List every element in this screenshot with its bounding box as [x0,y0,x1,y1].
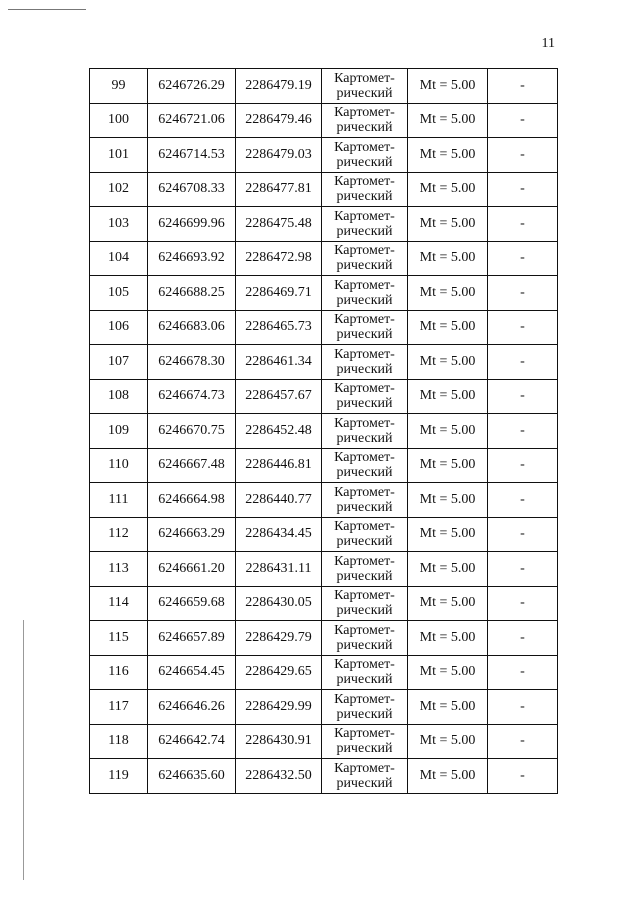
method-line-2: рический [336,568,393,584]
coordinate-y-cell: 2286479.19 [236,69,322,104]
method-line-1: Картомет- [334,312,395,328]
method-line-2: рический [336,154,393,170]
coordinate-y-cell: 2286477.81 [236,172,322,207]
table-row [90,207,558,242]
coordinates-table-wrapper [89,68,558,794]
method-cell [322,690,408,725]
note-cell: - [488,483,558,518]
method-cell [322,345,408,380]
method-line-2: рический [336,120,393,136]
note-cell: - [488,586,558,621]
method-cell [322,172,408,207]
coordinate-y-cell: 2286434.45 [236,517,322,552]
accuracy-cell: Mt = 5.00 [408,724,488,759]
accuracy-cell: Mt = 5.00 [408,690,488,725]
method-line-1: Картомет- [334,760,395,776]
method-line-1: Картомет- [334,553,395,569]
note-cell: - [488,552,558,587]
method-line-2: рический [336,189,393,205]
point-number-cell: 105 [90,276,148,311]
point-number-cell: 119 [90,759,148,794]
table-row [90,103,558,138]
method-cell [322,483,408,518]
table-row [90,138,558,173]
note-cell: - [488,690,558,725]
coordinate-x-cell: 6246699.96 [148,207,236,242]
method-cell [322,414,408,449]
table-row [90,241,558,276]
accuracy-cell: Mt = 5.00 [408,759,488,794]
point-number-cell: 116 [90,655,148,690]
method-line-2: рический [336,327,393,343]
coordinate-x-cell: 6246642.74 [148,724,236,759]
accuracy-cell: Mt = 5.00 [408,207,488,242]
table-row [90,483,558,518]
table-row [90,276,558,311]
method-line-1: Картомет- [334,484,395,500]
note-cell: - [488,69,558,104]
method-line-2: рический [336,534,393,550]
coordinate-y-cell: 2286430.91 [236,724,322,759]
point-number-cell: 102 [90,172,148,207]
accuracy-cell: Mt = 5.00 [408,276,488,311]
table-row [90,655,558,690]
table-row [90,621,558,656]
accuracy-cell: Mt = 5.00 [408,621,488,656]
point-number-cell: 115 [90,621,148,656]
coordinate-x-cell: 6246661.20 [148,552,236,587]
accuracy-cell: Mt = 5.00 [408,345,488,380]
method-line-2: рический [336,775,393,791]
method-cell [322,207,408,242]
table-row [90,517,558,552]
point-number-cell: 111 [90,483,148,518]
coordinate-x-cell: 6246659.68 [148,586,236,621]
accuracy-cell: Mt = 5.00 [408,483,488,518]
coordinate-x-cell: 6246688.25 [148,276,236,311]
point-number-cell: 114 [90,586,148,621]
coordinate-x-cell: 6246674.73 [148,379,236,414]
method-line-2: рический [336,499,393,515]
method-line-2: рический [336,292,393,308]
accuracy-cell: Mt = 5.00 [408,310,488,345]
coordinate-x-cell: 6246726.29 [148,69,236,104]
note-cell: - [488,310,558,345]
method-line-1: Картомет- [334,657,395,673]
method-cell [322,310,408,345]
method-line-2: рический [336,85,393,101]
accuracy-cell: Mt = 5.00 [408,379,488,414]
method-cell [322,138,408,173]
note-cell: - [488,517,558,552]
method-cell [322,69,408,104]
coordinate-y-cell: 2286429.65 [236,655,322,690]
method-line-1: Картомет- [334,381,395,397]
point-number-cell: 107 [90,345,148,380]
point-number-cell: 112 [90,517,148,552]
method-line-2: рический [336,637,393,653]
method-cell [322,103,408,138]
coordinate-y-cell: 2286431.11 [236,552,322,587]
coordinate-y-cell: 2286446.81 [236,448,322,483]
page-number: 11 [541,36,555,51]
method-line-1: Картомет- [334,70,395,86]
coordinate-x-cell: 6246670.75 [148,414,236,449]
method-line-2: рический [336,396,393,412]
method-cell [322,655,408,690]
coordinate-x-cell: 6246714.53 [148,138,236,173]
point-number-cell: 101 [90,138,148,173]
method-line-1: Картомет- [334,105,395,121]
note-cell: - [488,759,558,794]
accuracy-cell: Mt = 5.00 [408,586,488,621]
table-row [90,759,558,794]
coordinate-x-cell: 6246708.33 [148,172,236,207]
method-cell [322,241,408,276]
scan-artifact [110,889,630,893]
method-line-2: рический [336,430,393,446]
coordinate-y-cell: 2286472.98 [236,241,322,276]
coordinate-y-cell: 2286457.67 [236,379,322,414]
coordinate-x-cell: 6246663.29 [148,517,236,552]
method-line-1: Картомет- [334,346,395,362]
coordinate-x-cell: 6246693.92 [148,241,236,276]
coordinate-y-cell: 2286475.48 [236,207,322,242]
method-line-2: рический [336,361,393,377]
scan-edge-line [23,620,24,880]
point-number-cell: 118 [90,724,148,759]
note-cell: - [488,655,558,690]
point-number-cell: 109 [90,414,148,449]
method-line-2: рический [336,465,393,481]
coordinate-y-cell: 2286479.03 [236,138,322,173]
method-line-2: рический [336,672,393,688]
method-line-2: рический [336,603,393,619]
top-rule-line [8,9,86,10]
method-line-1: Картомет- [334,622,395,638]
point-number-cell: 108 [90,379,148,414]
method-line-1: Картомет- [334,208,395,224]
accuracy-cell: Mt = 5.00 [408,103,488,138]
note-cell: - [488,379,558,414]
point-number-cell: 110 [90,448,148,483]
note-cell: - [488,448,558,483]
method-cell [322,586,408,621]
method-line-2: рический [336,706,393,722]
accuracy-cell: Mt = 5.00 [408,655,488,690]
table-body [90,69,558,794]
table-row [90,414,558,449]
note-cell: - [488,621,558,656]
method-cell [322,517,408,552]
coordinate-y-cell: 2286479.46 [236,103,322,138]
coordinate-x-cell: 6246654.45 [148,655,236,690]
method-line-1: Картомет- [334,243,395,259]
table-row [90,345,558,380]
coordinate-x-cell: 6246667.48 [148,448,236,483]
note-cell: - [488,414,558,449]
note-cell: - [488,724,558,759]
note-cell: - [488,207,558,242]
coordinate-x-cell: 6246721.06 [148,103,236,138]
coordinate-y-cell: 2286429.79 [236,621,322,656]
point-number-cell: 104 [90,241,148,276]
coordinate-y-cell: 2286432.50 [236,759,322,794]
method-line-2: рический [336,741,393,757]
method-line-1: Картомет- [334,450,395,466]
point-number-cell: 117 [90,690,148,725]
coordinates-table [89,68,558,794]
accuracy-cell: Mt = 5.00 [408,517,488,552]
table-row [90,310,558,345]
coordinate-y-cell: 2286461.34 [236,345,322,380]
coordinate-x-cell: 6246635.60 [148,759,236,794]
table-row [90,448,558,483]
accuracy-cell: Mt = 5.00 [408,69,488,104]
note-cell: - [488,138,558,173]
method-line-1: Картомет- [334,415,395,431]
table-row [90,724,558,759]
method-line-1: Картомет- [334,519,395,535]
coordinate-y-cell: 2286430.05 [236,586,322,621]
point-number-cell: 113 [90,552,148,587]
point-number-cell: 106 [90,310,148,345]
method-cell [322,724,408,759]
coordinate-y-cell: 2286440.77 [236,483,322,518]
method-cell [322,552,408,587]
coordinate-y-cell: 2286429.99 [236,690,322,725]
method-line-1: Картомет- [334,726,395,742]
method-line-1: Картомет- [334,588,395,604]
method-cell [322,448,408,483]
method-line-2: рический [336,223,393,239]
note-cell: - [488,345,558,380]
method-cell [322,379,408,414]
accuracy-cell: Mt = 5.00 [408,414,488,449]
method-line-1: Картомет- [334,174,395,190]
table-row [90,69,558,104]
coordinate-x-cell: 6246646.26 [148,690,236,725]
method-cell [322,759,408,794]
method-cell [322,276,408,311]
table-row [90,586,558,621]
accuracy-cell: Mt = 5.00 [408,241,488,276]
note-cell: - [488,103,558,138]
coordinate-x-cell: 6246657.89 [148,621,236,656]
point-number-cell: 100 [90,103,148,138]
accuracy-cell: Mt = 5.00 [408,552,488,587]
method-line-2: рический [336,258,393,274]
coordinate-x-cell: 6246678.30 [148,345,236,380]
table-row [90,172,558,207]
accuracy-cell: Mt = 5.00 [408,138,488,173]
coordinate-y-cell: 2286465.73 [236,310,322,345]
accuracy-cell: Mt = 5.00 [408,448,488,483]
note-cell: - [488,241,558,276]
coordinate-y-cell: 2286452.48 [236,414,322,449]
method-cell [322,621,408,656]
note-cell: - [488,172,558,207]
method-line-1: Картомет- [334,691,395,707]
table-row [90,690,558,725]
table-row [90,552,558,587]
point-number-cell: 99 [90,69,148,104]
accuracy-cell: Mt = 5.00 [408,172,488,207]
note-cell: - [488,276,558,311]
table-row [90,379,558,414]
coordinate-x-cell: 6246664.98 [148,483,236,518]
coordinate-y-cell: 2286469.71 [236,276,322,311]
point-number-cell: 103 [90,207,148,242]
method-line-1: Картомет- [334,139,395,155]
coordinate-x-cell: 6246683.06 [148,310,236,345]
method-line-1: Картомет- [334,277,395,293]
